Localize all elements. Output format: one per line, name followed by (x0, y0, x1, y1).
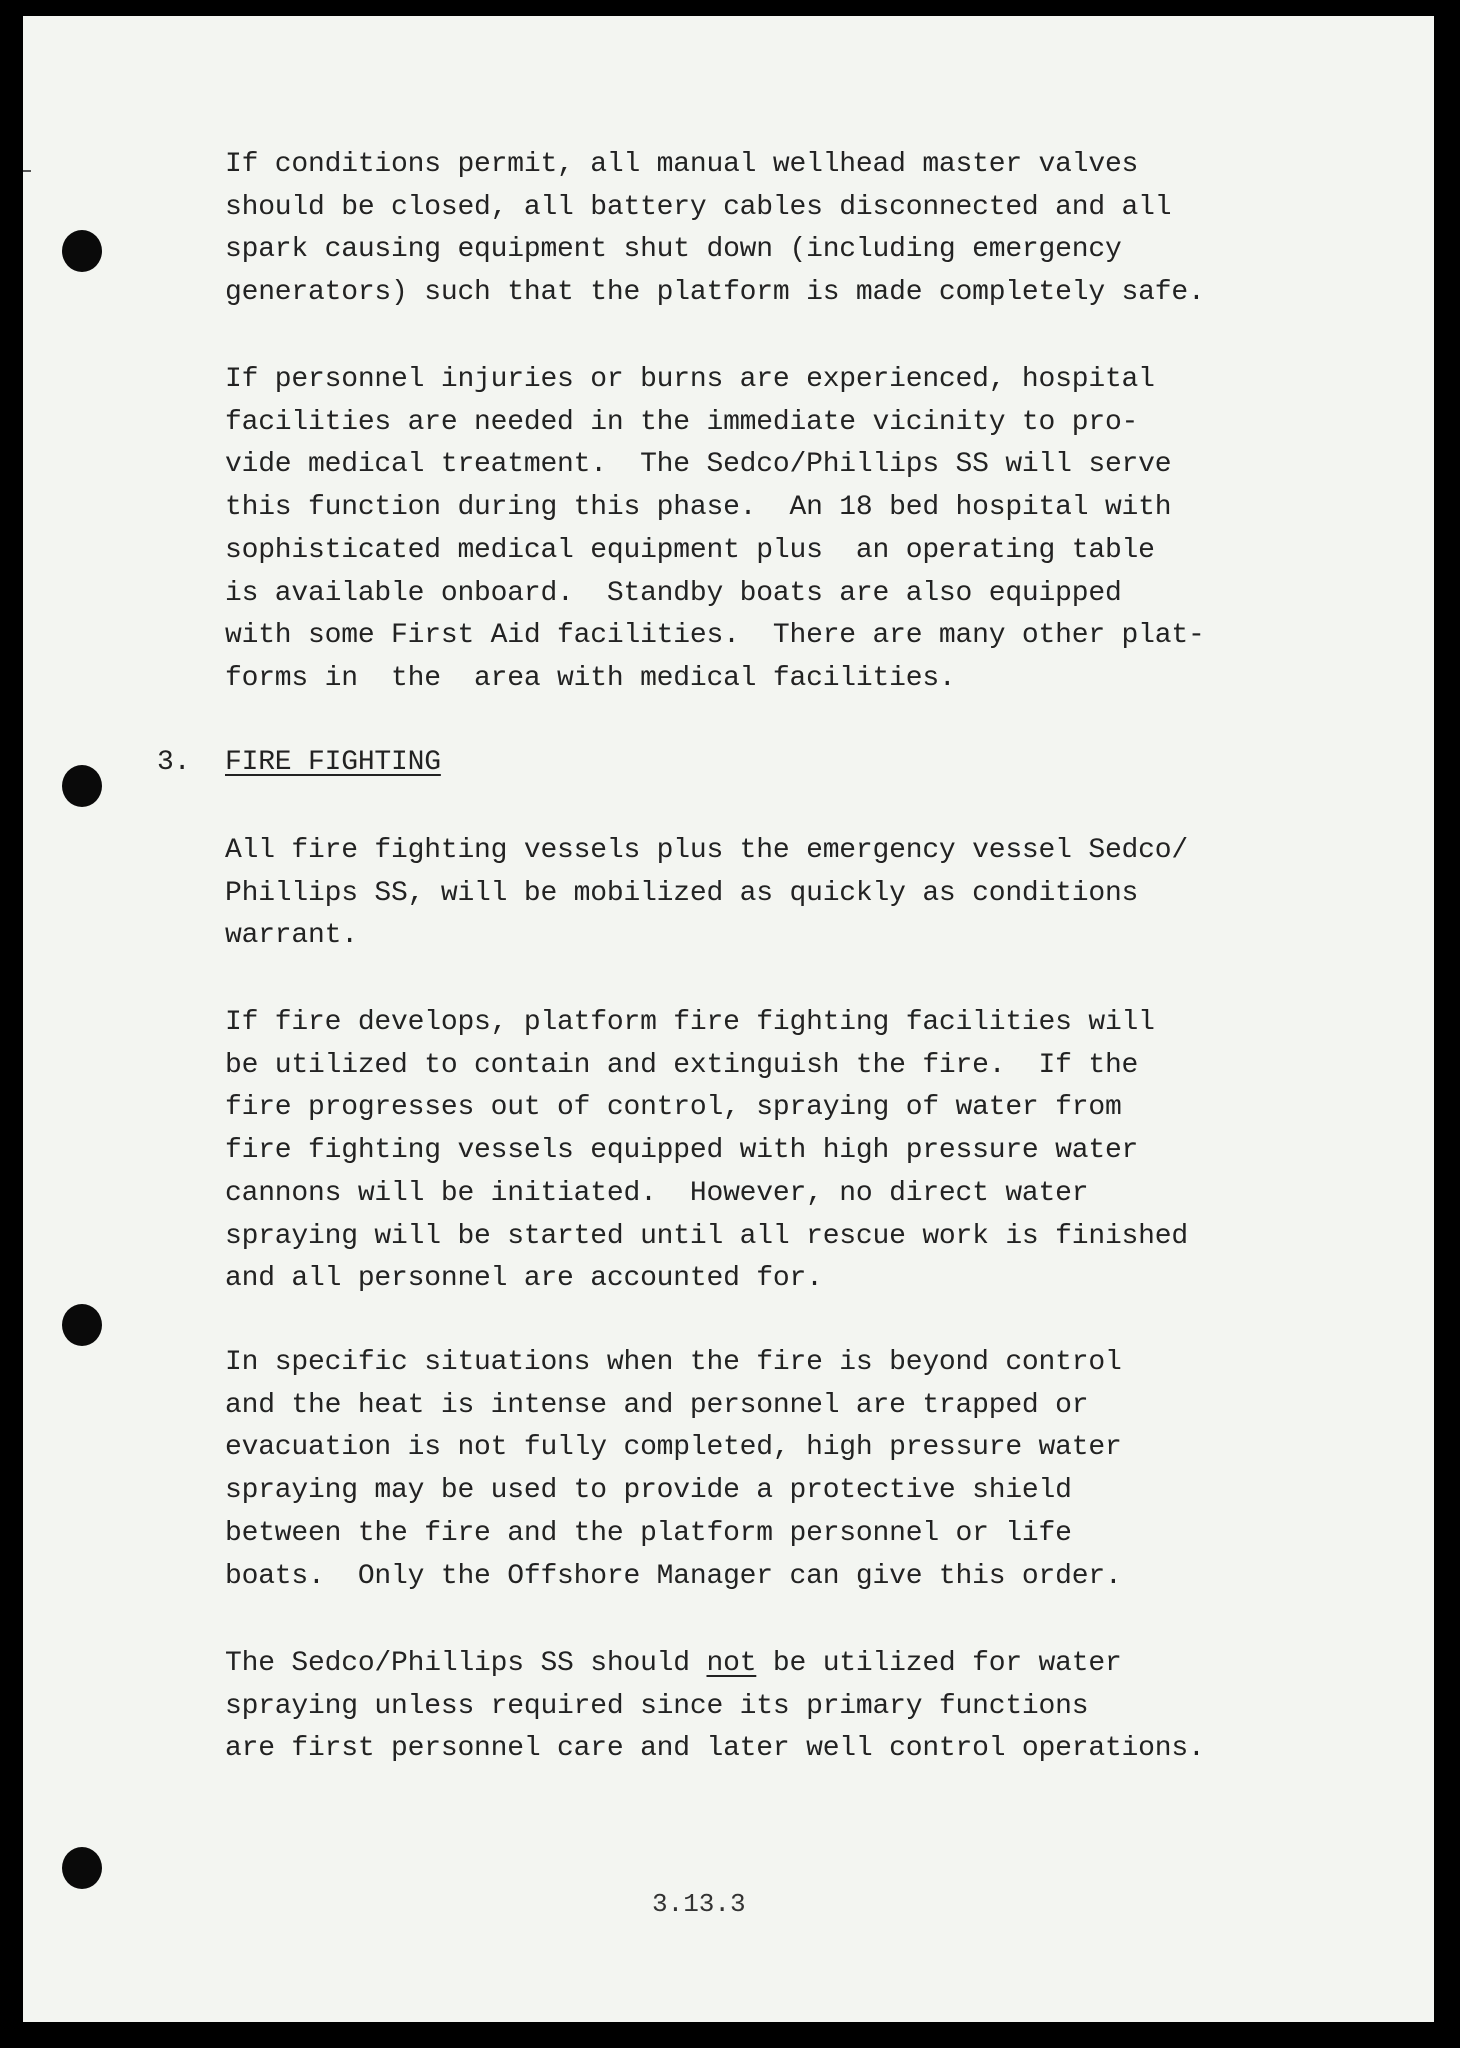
text-line: spark causing equipment shut down (including emergency (225, 234, 1122, 266)
punch-hole (62, 230, 102, 272)
text-line: Phillips SS, will be mobilized as quickly as conditions (225, 877, 1139, 909)
paragraph-mobilization (225, 830, 1188, 958)
text-line: be utilized to contain and extinguish the fire. If the (225, 1049, 1139, 1081)
punch-hole (62, 1847, 102, 1889)
underlined-word: not (706, 1648, 757, 1679)
text-line: spraying may be used to provide a protective shield (225, 1475, 1072, 1507)
text-line: evacuation is not fully completed, high pressure water (225, 1432, 1122, 1464)
text-line: boats. Only the Offshore Manager can give this order. (225, 1560, 1122, 1592)
paragraph-specific-situations (225, 1342, 1122, 1598)
text-line: All fire fighting vessels plus the emergency vessel Sedco/ (225, 835, 1188, 866)
section-number: 3. (157, 747, 191, 778)
margin-mark (23, 170, 31, 172)
paragraph-medical (225, 359, 1205, 701)
text-line: forms in the area with medical facilities. (225, 662, 956, 694)
text-line: warrant. (225, 920, 358, 952)
text-line: If conditions permit, all manual wellhead master valves (225, 149, 1139, 180)
text-line: spraying will be started until all rescue work is finished (225, 1220, 1188, 1252)
text-line: cannons will be initiated. However, no direct water (225, 1177, 1089, 1209)
paragraph-fire-develops (225, 1002, 1188, 1301)
text-line: If fire develops, platform fire fighting facilities will (225, 1007, 1155, 1038)
page-number: 3.13.3 (652, 1889, 746, 1919)
text-line: vide medical treatment. The Sedco/Phillips SS will serve (225, 449, 1172, 481)
punch-hole (62, 1304, 102, 1346)
text-line: are first personnel care and later well control operations. (225, 1733, 1205, 1765)
text-line: with some First Aid facilities. There are many other plat- (225, 620, 1205, 652)
text-line (225, 1643, 1205, 1686)
text-line: between the fire and the platform personnel or life (225, 1517, 1072, 1549)
punch-hole (62, 765, 102, 807)
section-title: FIRE FIGHTING (225, 747, 441, 778)
text-line: and all personnel are accounted for. (225, 1263, 823, 1295)
section-heading (225, 742, 441, 785)
text-line: should be closed, all battery cables disconnected and all (225, 191, 1172, 223)
text-line: this function during this phase. An 18 bed hospital with (225, 492, 1172, 524)
text-line: If personnel injuries or burns are experienced, hospital (225, 364, 1155, 395)
text-line: In specific situations when the fire is beyond control (225, 1347, 1122, 1378)
text-segment: be utilized for water (756, 1648, 1122, 1679)
paragraph-safety-shutdown (225, 144, 1205, 315)
text-line: sophisticated medical equipment plus an operating table (225, 534, 1155, 566)
text-line: facilities are needed in the immediate vicinity to pro- (225, 406, 1139, 438)
text-line: fire progresses out of control, spraying of water from (225, 1092, 1122, 1124)
text-line: is available onboard. Standby boats are also equipped (225, 577, 1122, 609)
text-line: fire fighting vessels equipped with high pressure water (225, 1135, 1139, 1167)
text-line: spraying unless required since its primary functions (225, 1690, 1089, 1722)
paragraph-sedco-usage (225, 1643, 1205, 1771)
text-line: and the heat is intense and personnel are trapped or (225, 1389, 1089, 1421)
text-line: generators) such that the platform is made completely safe. (225, 277, 1205, 309)
text-segment: The Sedco/Phillips SS should (225, 1648, 707, 1679)
